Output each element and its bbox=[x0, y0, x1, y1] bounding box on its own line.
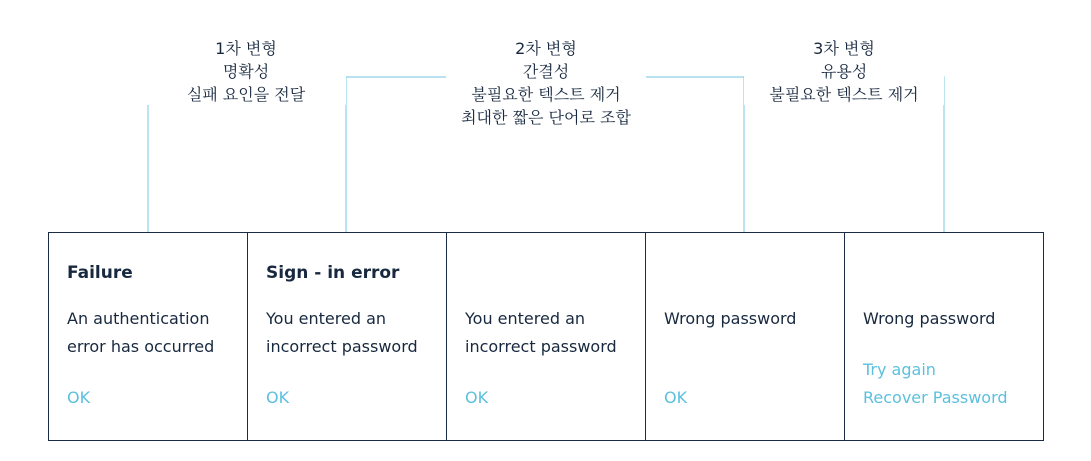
ok-button[interactable]: OK bbox=[266, 388, 290, 407]
card-title: Sign - in error bbox=[266, 263, 400, 283]
card-actions bbox=[465, 384, 488, 412]
card-title bbox=[664, 263, 826, 283]
message-cards bbox=[48, 232, 1044, 441]
stage-2-heading-wrap bbox=[515, 59, 577, 82]
recover-password-button[interactable]: Recover Password bbox=[863, 388, 1008, 407]
card-stage-3 bbox=[845, 233, 1043, 440]
ok-button[interactable]: OK bbox=[664, 388, 688, 407]
stage-1-description-line-1: 실패 요인을 전달 bbox=[186, 85, 306, 104]
stage-2-heading: 간결성 bbox=[522, 62, 570, 81]
stage-3-heading: 유용성 bbox=[820, 62, 868, 81]
stage-1-heading: 명확성 bbox=[222, 62, 270, 81]
card-stage-2a bbox=[447, 233, 646, 440]
card-actions bbox=[266, 384, 289, 412]
card-message: Wrong password bbox=[664, 309, 797, 328]
stage-3-label: 3차 변형 bbox=[813, 39, 875, 58]
card-message: Wrong password bbox=[863, 309, 996, 328]
card-original bbox=[49, 233, 248, 440]
stage-3 bbox=[744, 36, 944, 105]
stage-2-description-line-1: 불필요한 텍스트 제거 bbox=[471, 85, 621, 104]
stage-2-description-line-2: 최대한 짧은 단어로 조합 bbox=[461, 108, 631, 127]
stage-2-label: 2차 변형 bbox=[515, 39, 577, 58]
stage-1-label: 1차 변형 bbox=[215, 39, 277, 58]
stage-3-description-line-1: 불필요한 텍스트 제거 bbox=[769, 85, 919, 104]
try-again-button[interactable]: Try again bbox=[863, 360, 936, 379]
stage-3-heading-wrap bbox=[813, 59, 875, 82]
card-title bbox=[465, 263, 627, 283]
card-message: An authentication error has occurred bbox=[67, 309, 215, 356]
ok-button[interactable]: OK bbox=[67, 388, 91, 407]
card-title bbox=[863, 263, 1025, 283]
card-actions bbox=[863, 356, 1008, 412]
card-actions bbox=[67, 384, 90, 412]
stage-1 bbox=[146, 36, 346, 105]
card-title: Failure bbox=[67, 263, 133, 283]
stage-2 bbox=[446, 36, 646, 128]
ok-button[interactable]: OK bbox=[465, 388, 489, 407]
card-stage-1 bbox=[248, 233, 447, 440]
stage-1-heading-wrap bbox=[215, 59, 277, 82]
card-message: You entered an incorrect password bbox=[465, 309, 617, 356]
card-message: You entered an incorrect password bbox=[266, 309, 418, 356]
card-actions bbox=[664, 384, 687, 412]
card-stage-2b bbox=[646, 233, 845, 440]
